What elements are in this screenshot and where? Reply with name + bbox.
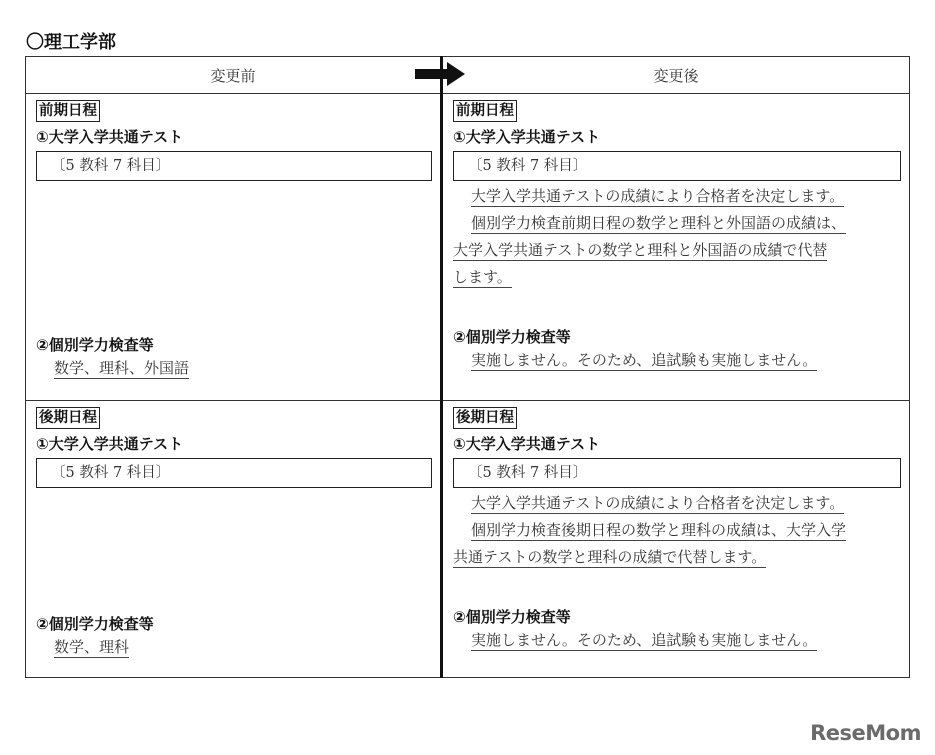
front-exam-before <box>26 355 440 382</box>
header-after <box>442 57 910 94</box>
back-exam-heading-before: ②個別学力検査等 <box>36 615 154 633</box>
front-exam-heading-after: ②個別学力検査等 <box>453 328 571 346</box>
back-test-heading-after: ①大学入学共通テスト <box>453 435 601 453</box>
front-after-line2 <box>443 210 909 237</box>
back-exam-before-text: 数学、理科 <box>54 638 130 656</box>
back-exam-heading-after: ②個別学力検査等 <box>453 608 571 626</box>
front-subjects-before: 〔5 教科 7 科目〕 <box>36 151 432 181</box>
front-test-heading-after: ①大学入学共通テスト <box>453 128 601 146</box>
header-before <box>26 57 442 94</box>
back-after-line3 <box>443 544 909 571</box>
front-exam-after <box>443 347 909 374</box>
front-after-line3 <box>443 237 909 264</box>
header-row <box>26 57 910 94</box>
front-after-line1-text: 大学入学共通テストの成績により合格者を決定します。 <box>471 187 845 205</box>
back-exam-after <box>443 627 909 654</box>
front-after-line1 <box>443 183 909 210</box>
front-label-before: 前期日程 <box>36 100 100 122</box>
front-after-line2-text: 個別学力検査前期日程の数学と理科と外国語の成績は、 <box>471 214 847 232</box>
front-test-heading-before: ①大学入学共通テスト <box>36 128 184 146</box>
back-after-line3-text: 共通テストの数学と理科の成績で代替します。 <box>453 548 767 566</box>
front-subjects-after: 〔5 教科 7 科目〕 <box>453 151 901 181</box>
back-exam-after-text: 実施しません。そのため、追試験も実施しません。 <box>471 631 818 649</box>
front-label-after: 前期日程 <box>453 100 517 122</box>
front-after-cell <box>442 94 910 401</box>
resemom-logo: ReseMom <box>810 721 921 745</box>
right-arrow-icon <box>415 62 465 86</box>
back-label-after: 後期日程 <box>453 407 517 429</box>
back-before-cell <box>26 401 442 678</box>
back-after-cell <box>442 401 910 678</box>
back-after-line2 <box>443 517 909 544</box>
header-before-label: 変更前 <box>210 66 256 85</box>
front-exam-before-text: 数学、理科、外国語 <box>54 359 190 377</box>
comparison-table <box>25 56 910 678</box>
front-before-cell <box>26 94 442 401</box>
back-row <box>26 401 910 678</box>
front-after-line4-text: します。 <box>453 268 512 286</box>
page-title: 〇理工学部 <box>26 32 116 53</box>
back-after-line1 <box>443 490 909 517</box>
back-test-heading-before: ①大学入学共通テスト <box>36 435 184 453</box>
front-exam-after-text: 実施しません。そのため、追試験も実施しません。 <box>471 351 818 369</box>
back-subjects-after: 〔5 教科 7 科目〕 <box>453 458 901 488</box>
front-after-line3-text: 大学入学共通テストの数学と理科と外国語の成績で代替 <box>453 241 828 259</box>
front-exam-heading-before: ②個別学力検査等 <box>36 336 154 354</box>
back-subjects-before: 〔5 教科 7 科目〕 <box>36 458 432 488</box>
header-after-label: 変更後 <box>653 66 699 85</box>
back-label-before: 後期日程 <box>36 407 100 429</box>
back-after-line2-text: 個別学力検査後期日程の数学と理科の成績は、大学入学 <box>471 521 847 539</box>
back-exam-before <box>26 634 440 661</box>
front-row <box>26 94 910 401</box>
front-after-line4 <box>443 264 909 291</box>
back-after-line1-text: 大学入学共通テストの成績により合格者を決定します。 <box>471 494 845 512</box>
